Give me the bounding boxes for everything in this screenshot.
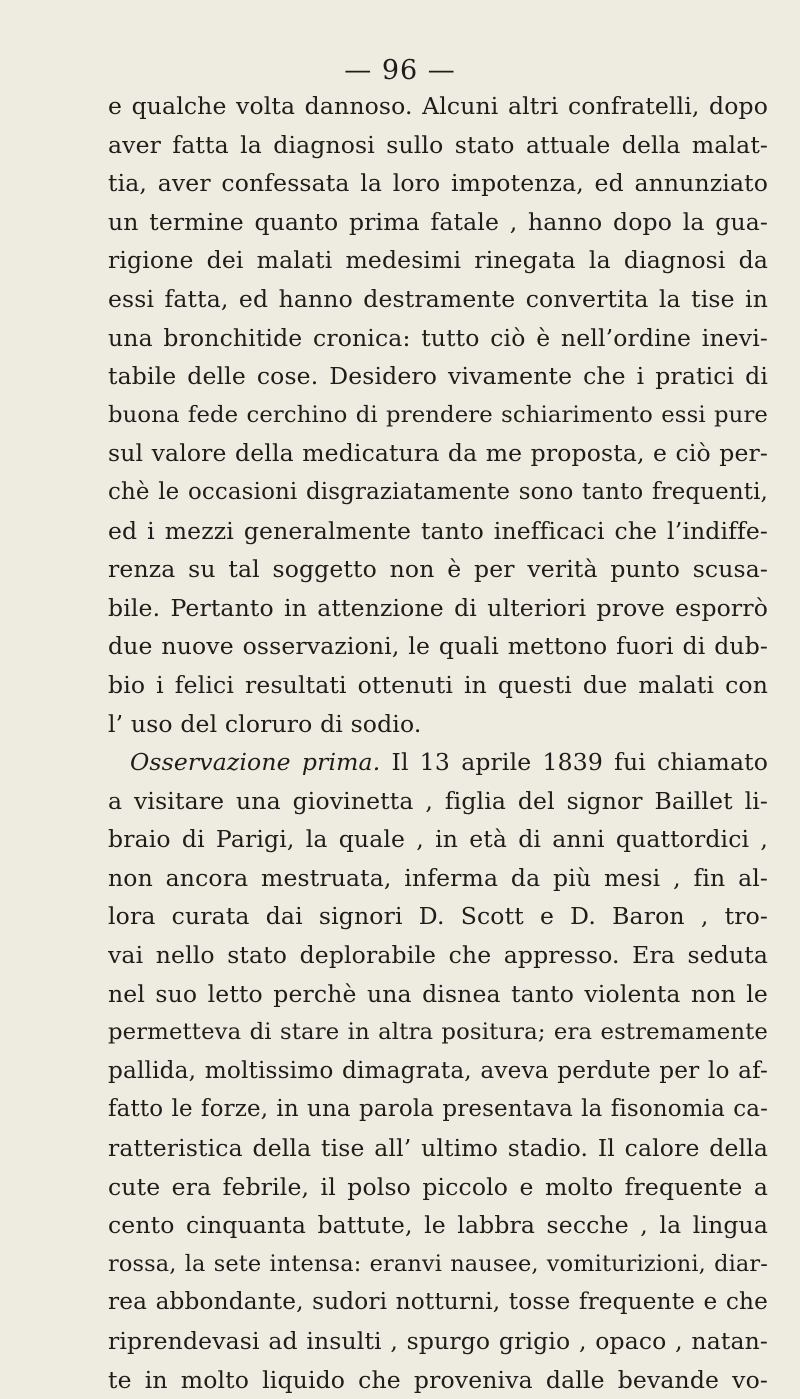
text-line: te in molto liquido che proveniva dalle bevande vo- bbox=[108, 1365, 768, 1394]
observation-label: Osservazione prima. bbox=[130, 748, 381, 777]
text-line: e qualche volta dannoso. Alcuni altri confratelli, dopo bbox=[108, 92, 768, 120]
text-line: pallida, moltissimo dimagrata, aveva perdute per lo af- bbox=[108, 1056, 768, 1084]
text-line: renza su tal soggetto non è per verità punto scusa- bbox=[108, 555, 768, 584]
text-line: bio i felici resultati ottenuti in questi due malati con bbox=[108, 670, 768, 699]
text-line: vai nello stato deplorabile che appresso. Era seduta bbox=[108, 941, 768, 970]
text-line: una bronchitide cronica: tutto ciò è nell’ordine inevi- bbox=[108, 323, 768, 352]
text-line: essi fatta, ed hanno destramente convertita la tise in bbox=[108, 284, 768, 313]
text-line: l’ uso del cloruro di sodio. bbox=[108, 709, 422, 738]
text-line: rigione dei malati medesimi rinegata la diagnosi da bbox=[108, 246, 768, 275]
text-line: nel suo letto perchè una disnea tanto violenta non le bbox=[108, 979, 768, 1008]
text-line: cento cinquanta battute, le labbra secche , la lingua bbox=[108, 1211, 768, 1240]
text-line: a visitare una giovinetta , figlia del signor Baillet li- bbox=[108, 786, 768, 815]
text-line: due nuove osservazioni, le quali mettono fuori di dub- bbox=[108, 632, 768, 661]
body-text bbox=[108, 87, 768, 1399]
text-line: tia, aver confessata la loro impotenza, ed annunziato bbox=[108, 169, 768, 198]
observation-heading-line bbox=[108, 743, 768, 782]
text-line: bile. Pertanto in attenzione di ulteriori prove esporrò bbox=[108, 593, 768, 622]
text-line: lora curata dai signori D. Scott e D. Baron , tro- bbox=[108, 902, 768, 931]
text-line: cute era febrile, il polso piccolo e molto frequente a bbox=[108, 1172, 768, 1201]
text-line: non ancora mestruata, inferma da più mesi , fin al- bbox=[108, 863, 768, 892]
text-line: un termine quanto prima fatale , hanno dopo la gua- bbox=[108, 207, 768, 236]
text-line: chè le occasioni disgraziatamente sono tanto frequenti, bbox=[108, 478, 768, 505]
text-line: buona fede cerchino di prendere schiarimento essi pure bbox=[108, 401, 768, 428]
text-line: ed i mezzi generalmente tanto inefficaci che l’indiffe- bbox=[108, 516, 768, 545]
text-line: braio di Parigi, la quale , in età di anni quattordici , bbox=[108, 825, 768, 854]
text-line: rea abbondante, sudori notturni, tosse frequente e che bbox=[108, 1288, 768, 1316]
text-line: permetteva di stare in altra positura; era estremamente bbox=[108, 1019, 768, 1046]
page-number-header: — 96 — bbox=[344, 55, 456, 86]
text-line: riprendevasi ad insulti , spurgo grigio , opaco , natan- bbox=[108, 1327, 768, 1355]
observation-first-line-text: Il 13 aprile 1839 fui chiamato bbox=[380, 748, 768, 777]
text-line: ratteristica della tise all’ ultimo stadio. Il calore della bbox=[108, 1134, 768, 1163]
text-line: rossa, la sete intensa: eranvi nausee, vomiturizioni, diar- bbox=[108, 1250, 768, 1277]
text-line: aver fatta la diagnosi sullo stato attuale della malat- bbox=[108, 130, 768, 159]
text-line: tabile delle cose. Desidero vivamente che i pratici di bbox=[108, 362, 768, 391]
text-line: sul valore della medicatura da me proposta, e ciò per- bbox=[108, 439, 768, 468]
text-line: fatto le forze, in una parola presentava la fisonomia ca- bbox=[108, 1096, 768, 1123]
